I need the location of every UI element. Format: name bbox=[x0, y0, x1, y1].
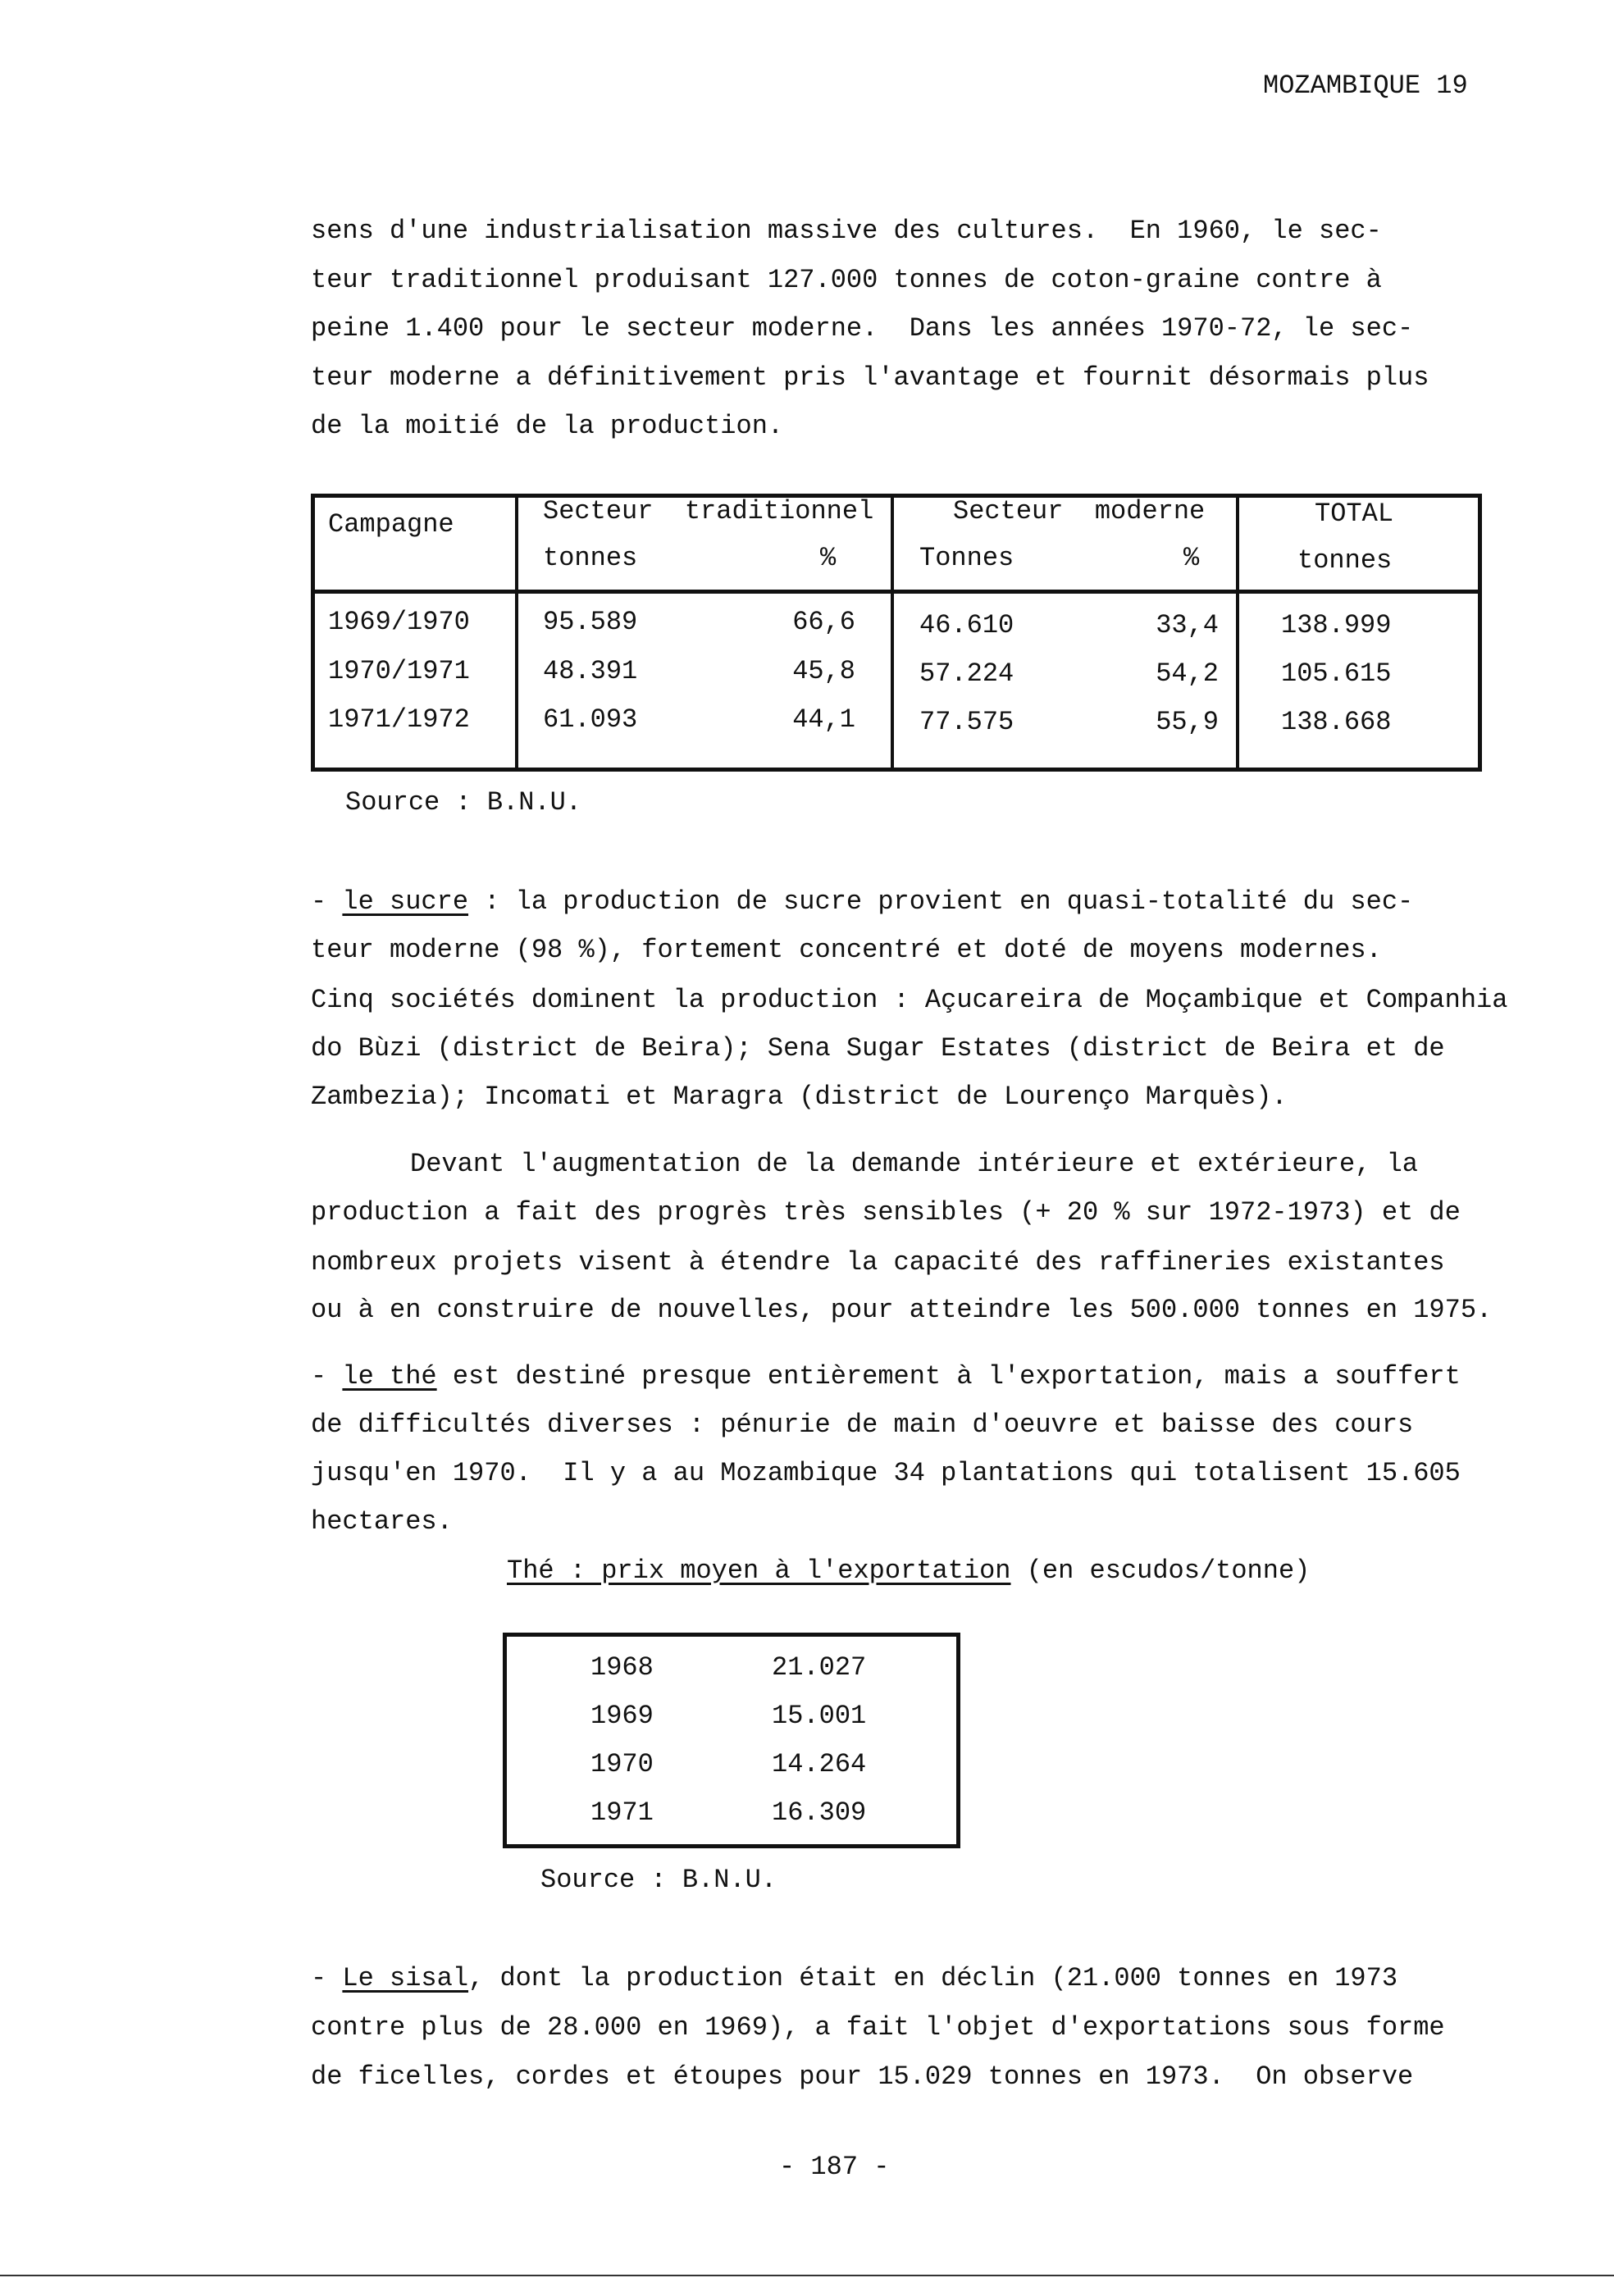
text-rest: est destiné presque entièrement à l'exportation, mais a souffert bbox=[436, 1361, 1461, 1392]
dash: - bbox=[311, 1963, 343, 1993]
text-line bbox=[311, 1360, 1461, 1393]
text-line: Zambezia); Incomati et Maragra (district de Lourenço Marquès). bbox=[311, 1082, 1288, 1112]
text-line: contre plus de 28.000 en 1969), a fait l'objet d'exportations sous forme bbox=[311, 2012, 1445, 2043]
header-divider bbox=[311, 590, 1482, 594]
cell-mod-percent: 54,2 bbox=[1156, 658, 1219, 689]
page-number: - 187 - bbox=[779, 2152, 890, 2182]
text-line: jusqu'en 1970. Il y a au Mozambique 34 plantations qui totalisent 15.605 bbox=[311, 1458, 1461, 1488]
text-line: production a fait des progrès très sensibles (+ 20 % sur 1972-1973) et de bbox=[311, 1197, 1461, 1228]
cell-mod-tonnes: 46.610 bbox=[919, 610, 1014, 640]
cell-trad-percent: 45,8 bbox=[792, 656, 855, 686]
column-divider bbox=[1236, 494, 1239, 772]
cell-trad-percent: 66,6 bbox=[792, 607, 855, 637]
cell-value: 16.309 bbox=[772, 1797, 867, 1828]
cell-trad-percent: 44,1 bbox=[792, 704, 855, 735]
text-line: do Bùzi (district de Beira); Sena Sugar Estates (district de Beira et de bbox=[311, 1033, 1445, 1064]
cell-value: 15.001 bbox=[772, 1701, 867, 1731]
text-line: peine 1.400 pour le secteur moderne. Dans les années 1970-72, le sec- bbox=[311, 313, 1414, 344]
cell-year: 1968 bbox=[590, 1652, 654, 1683]
cell-total: 105.615 bbox=[1281, 658, 1392, 689]
text-line: ou à en construire de nouvelles, pour atteindre les 500.000 tonnes en 1975. bbox=[311, 1295, 1493, 1325]
table-border bbox=[503, 1633, 960, 1848]
dash: - bbox=[311, 1361, 343, 1392]
cell-campagne: 1969/1970 bbox=[328, 607, 470, 637]
cell-total: 138.999 bbox=[1281, 610, 1392, 640]
text-line: Cinq sociétés dominent la production : Açucareira de Moçambique et Companhia bbox=[311, 985, 1508, 1015]
text-line bbox=[311, 1962, 1397, 1995]
header-total-tonnes: tonnes bbox=[1297, 545, 1393, 576]
text-line: sens d'une industrialisation massive des cultures. En 1960, le sec- bbox=[311, 216, 1382, 246]
column-divider bbox=[891, 494, 894, 772]
cell-trad-tonnes: 48.391 bbox=[543, 656, 638, 686]
header-secteur-traditionnel: Secteur traditionnel bbox=[543, 496, 874, 526]
text-rest: , dont la production était en déclin (21.000 tonnes en 1973 bbox=[468, 1963, 1398, 1993]
cell-year: 1970 bbox=[590, 1749, 654, 1779]
dash: - bbox=[311, 886, 343, 917]
header-mod-tonnes: Tonnes bbox=[919, 543, 1014, 573]
text-rest: : la production de sucre provient en quasi-totalité du sec- bbox=[468, 886, 1414, 917]
cell-mod-percent: 55,9 bbox=[1156, 707, 1219, 737]
caption-unit: (en escudos/tonne) bbox=[1010, 1556, 1311, 1586]
text-line: Devant l'augmentation de la demande intérieure et extérieure, la bbox=[410, 1149, 1418, 1179]
text-line: teur traditionnel produisant 127.000 tonnes de coton-graine contre à bbox=[311, 265, 1382, 295]
header-trad-tonnes: tonnes bbox=[543, 543, 638, 573]
section-term: Le sisal bbox=[342, 1963, 469, 1993]
header-mod-percent: % bbox=[1183, 543, 1200, 573]
cell-trad-tonnes: 61.093 bbox=[543, 704, 638, 735]
cell-trad-tonnes: 95.589 bbox=[543, 607, 638, 637]
cell-mod-percent: 33,4 bbox=[1156, 610, 1219, 640]
section-term: le sucre bbox=[342, 886, 469, 917]
header-trad-percent: % bbox=[820, 543, 837, 573]
cell-campagne: 1971/1972 bbox=[328, 704, 470, 735]
page-bottom-rule bbox=[0, 2275, 1614, 2276]
cell-campagne: 1970/1971 bbox=[328, 656, 470, 686]
column-divider bbox=[515, 494, 518, 772]
text-line: teur moderne (98 %), fortement concentré et doté de moyens modernes. bbox=[311, 935, 1382, 965]
text-line bbox=[311, 886, 1413, 918]
header-total: TOTAL bbox=[1315, 499, 1394, 529]
table-caption bbox=[507, 1555, 1310, 1588]
table-source: Source : B.N.U. bbox=[345, 787, 582, 818]
cell-value: 14.264 bbox=[772, 1749, 867, 1779]
text-line: nombreux projets visent à étendre la capacité des raffineries existantes bbox=[311, 1247, 1445, 1278]
cell-total: 138.668 bbox=[1281, 707, 1392, 737]
caption-title: Thé : prix moyen à l'exportation bbox=[507, 1556, 1011, 1586]
text-line: hectares. bbox=[311, 1506, 453, 1537]
cell-year: 1971 bbox=[590, 1797, 654, 1828]
text-line: de la moitié de la production. bbox=[311, 411, 784, 441]
cell-year: 1969 bbox=[590, 1701, 654, 1731]
text-line: teur moderne a définitivement pris l'avantage et fournit désormais plus bbox=[311, 362, 1429, 393]
text-line: de ficelles, cordes et étoupes pour 15.029 tonnes en 1973. On observe bbox=[311, 2061, 1414, 2092]
cell-mod-tonnes: 77.575 bbox=[919, 707, 1014, 737]
table-source: Source : B.N.U. bbox=[540, 1865, 777, 1895]
cell-value: 21.027 bbox=[772, 1652, 867, 1683]
header-campagne: Campagne bbox=[328, 509, 454, 540]
text-line: de difficultés diverses : pénurie de main d'oeuvre et baisse des cours bbox=[311, 1410, 1414, 1440]
section-term: le thé bbox=[342, 1361, 437, 1392]
header-secteur-moderne: Secteur moderne bbox=[953, 496, 1206, 526]
running-header: MOZAMBIQUE 19 bbox=[1263, 71, 1468, 101]
cell-mod-tonnes: 57.224 bbox=[919, 658, 1014, 689]
